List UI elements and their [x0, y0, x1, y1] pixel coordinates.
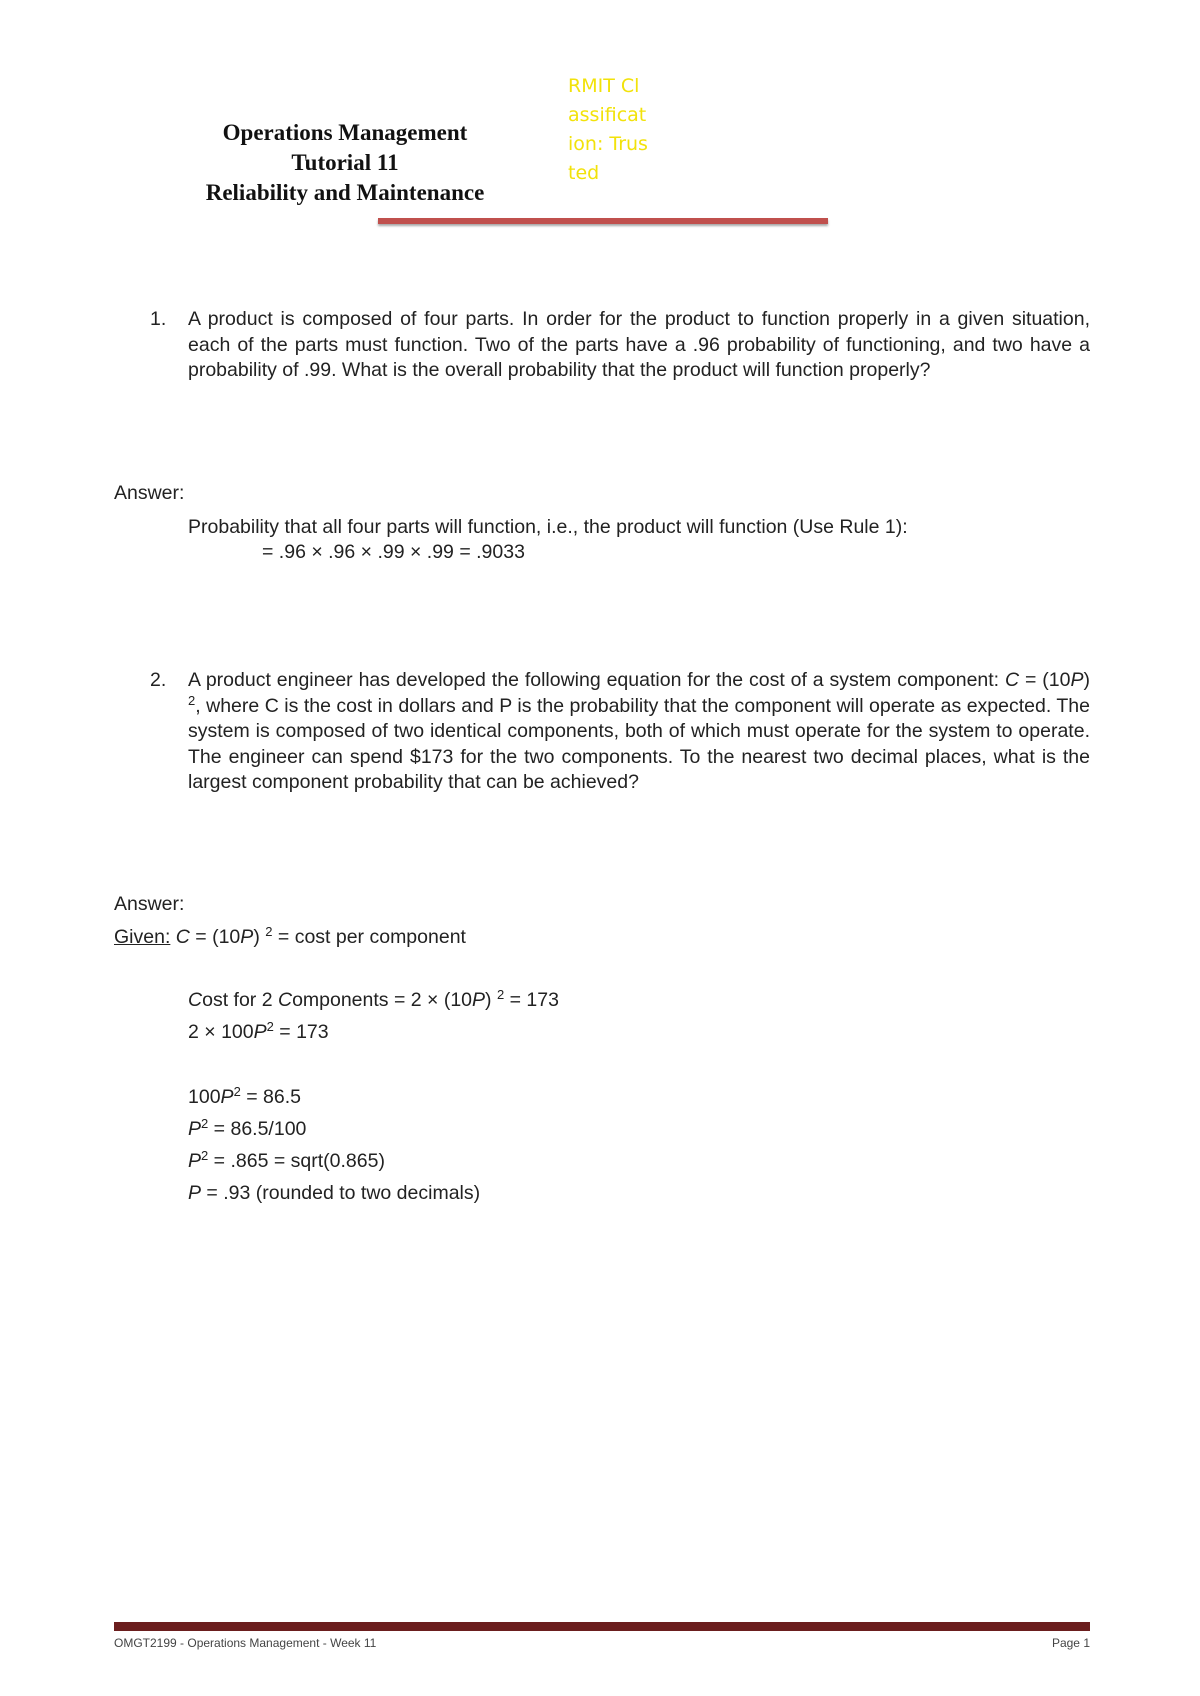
given-formula: C = (10P) $^2$ = cost per component — [175, 924, 466, 948]
formula-c: C — [1005, 669, 1020, 691]
answer-2-label: Answer: — [114, 893, 185, 915]
formula-exponent: 2 — [188, 692, 196, 708]
formula-p: P — [1070, 669, 1084, 691]
given-line — [114, 925, 466, 950]
question-1-number: 1. — [150, 308, 167, 330]
question-2 — [150, 668, 1090, 796]
given-label: Given: — [114, 926, 171, 948]
footer-page-number: Page 1 — [1051, 1636, 1090, 1650]
answer-1-label: Answer: — [114, 482, 185, 504]
header-divider — [378, 218, 828, 224]
question-2-number: 2. — [150, 669, 167, 691]
step-5: $P^2 = .865$ = sqrt(0.865) — [188, 1148, 385, 1172]
answer-1-line-1: Probability that all four parts will function, i.e., the product will function (Use Rule 1): — [188, 516, 908, 538]
title-tutorial: Tutorial 11 — [291, 150, 399, 175]
step-3: $100P^2 = 86.5$ — [188, 1084, 301, 1108]
question-2-text-end: , where C is the cost in dollars and P is the probability that the component will operate as expected. The system is composed of two identical components, both of which must operate for the system to operate. The engineer can spend $173 for the two components. To the nearest two decimal places, what is the largest component probability that can be achieved? — [188, 694, 1090, 793]
footer-course: OMGT2199 - Operations Management - Week 11 — [114, 1636, 377, 1650]
question-1 — [150, 307, 1090, 384]
footer-divider — [114, 1622, 1090, 1631]
title-course: Operations Management — [222, 120, 468, 145]
step-1: Cost for 2 Components = 2 × (10P) $^2$ = 173 — [188, 987, 559, 1011]
step-4: $P^2 = 86.5/100$ — [188, 1116, 307, 1140]
title-topic: Reliability and Maintenance — [205, 180, 485, 205]
formula-eq: = (10 — [1019, 669, 1071, 691]
step-6: P = .93 (rounded to two decimals) — [188, 1182, 481, 1204]
classification-label: RMIT Classification: Trusted — [568, 75, 648, 184]
formula-close: ) — [1083, 669, 1090, 691]
question-1-text: A product is composed of four parts. In order for the product to function properly in a given situation, each of the parts must function. Two of the parts have a .96 probability of functioning, and two have a probability of .99. What is the overall probability that the product will function properly? — [188, 308, 1090, 381]
document-title — [160, 118, 530, 208]
answer-1-line-2: = .96 × .96 × .99 × .99 = .9033 — [262, 541, 525, 563]
question-2-text — [188, 668, 1090, 796]
step-2: $2 \times 100P^2 = 173$ — [188, 1019, 329, 1043]
question-2-text-start: A product engineer has developed the following equation for the cost of a system component: — [188, 669, 1006, 691]
